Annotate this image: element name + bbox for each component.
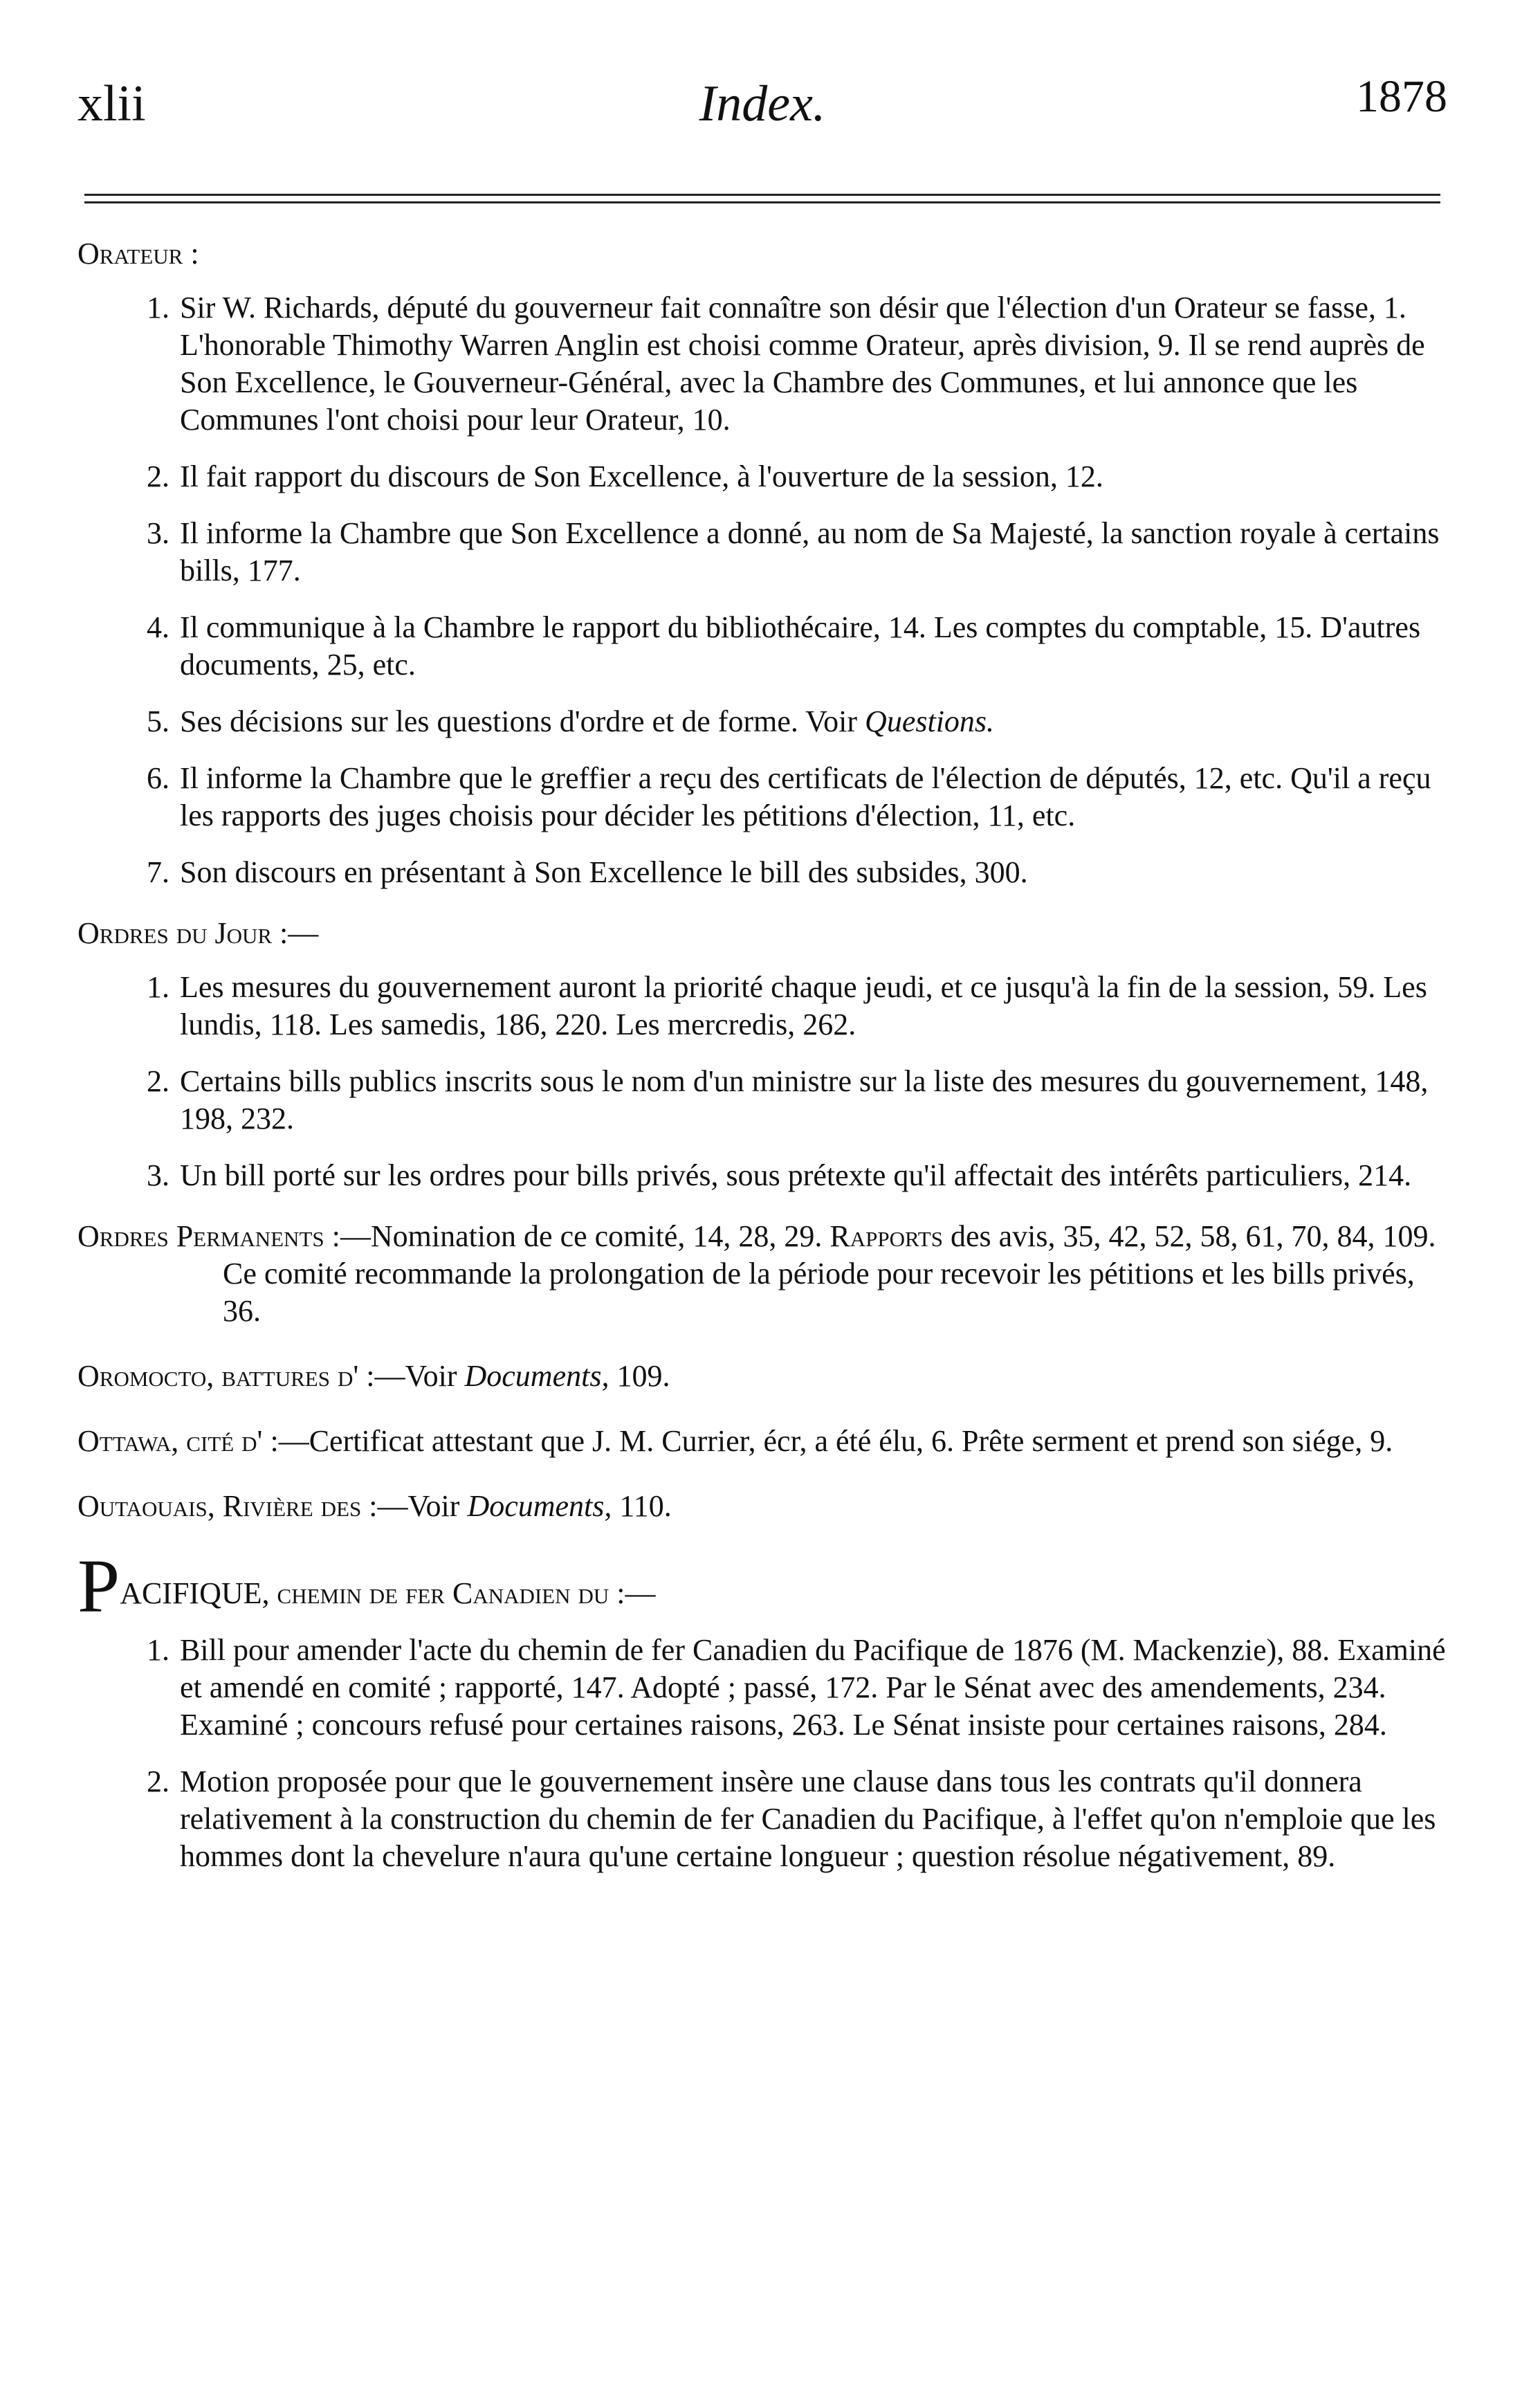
entry-oromocto: Oromocto, battures d' :—Voir Documents, 109. [77,1359,670,1393]
entry-heading: PACIFIQUE, chemin de fer Canadien du :— [77,1544,656,1628]
list-item: 3. Un bill porté sur les ordres pour bills privés, sous prétexte qu'il affectait des intérêts particuliers, 214. [147,1158,1412,1192]
list-item: 7. Son discours en présentant à Son Excellence le bill des subsides, 300. [147,855,1028,889]
list-item: 2. Il fait rapport du discours de Son Excellence, à l'ouverture de la session, 12. [147,459,1103,493]
list-item: 4. Il communique à la Chambre le rapport du bibliothécaire, 14. Les comptes du comptable, 15. D'autres documents, 25, etc. [147,610,1421,682]
entry-heading: Orateur : [77,237,199,271]
entry-ordres-permanents: Ordres Permanents :—Nomination de ce comité, 14, 28, 29. Rapports des avis, 35, 42, 52, 58, 61, 70, 84, 109. Ce comité recommande la prolongation de la période pour recevoir les pétitions et les bills privés, 36. [77,1219,1436,1328]
page-number: xlii [77,75,146,132]
cross-reference: Documents, [464,1359,609,1393]
index-body [77,235,1446,1899]
list-item: 6. Il informe la Chambre que le greffier a reçu des certificats de l'élection de députés, 12, etc. Qu'il a reçu les rapports des juges choisis pour décider les pétitions d'élection, 11, etc. [147,761,1431,832]
list-item: 1. Sir W. Richards, député du gouverneur fait connaître son désir que l'élection d'un Orateur se fasse, 1. L'honorable Thimothy Warren Anglin est choisi comme Orateur, après division, 9. Il se rend auprès de Son Excellence, le Gouverneur-Général, avec la Chambre des Communes, et lui annonce que les Communes l'ont choisi pour leur Orateur, 10. [147,291,1425,437]
entry-heading: Ottawa, cité d' : [77,1424,279,1458]
page-title: Index. [699,75,826,132]
list-item: 5. Ses décisions sur les questions d'ordre et de forme. Voir Questions. [147,704,995,738]
entry-orateur [77,235,1446,891]
drop-initial: P [77,1544,120,1628]
header-double-rule [84,194,1440,203]
entry-heading: Ordres du Jour :— [77,916,319,950]
entry-pacifique [77,1544,1446,1875]
list-item: 3. Il informe la Chambre que Son Excellence a donné, au nom de Sa Majesté, la sanction royale à certains bills, 177. [147,516,1440,587]
running-header [77,71,1447,137]
entry-heading: Outaouais, Rivière des : [77,1489,378,1523]
list-item: 2. Motion proposée pour que le gouvernement insère une clause dans tous les contrats qu'il donnera relativement à la construction du chemin de fer Canadien du Pacifique, à l'effet qu'on n'emploie que les hommes dont la chevelure n'aura qu'une certaine longueur ; question résolue négativement, 89. [147,1764,1436,1873]
entry-heading: Oromocto, battures d' : [77,1359,375,1393]
cross-reference: Documents, [467,1489,612,1523]
list-item: 1. Les mesures du gouvernement auront la priorité chaque jeudi, et ce jusqu'à la fin de la session, 59. Les lundis, 118. Les samedis, 186, 220. Les mercredis, 262. [147,970,1427,1041]
entry-outaouais: Outaouais, Rivière des :—Voir Documents, 110. [77,1489,672,1523]
list-item: 1. Bill pour amender l'acte du chemin de fer Canadien du Pacifique de 1876 (M. Mackenzie), 88. Examiné et amendé en comité ; rapporté, 147. Adopté ; passé, 172. Par le Sénat avec des amendements, 234. Examiné ; concours refusé pour certaines raisons, 263. Le Sénat insiste pour certaines raisons, 284. [147,1633,1446,1742]
entry-ordres-du-jour [77,915,1446,1194]
entry-heading: Ordres Permanents : [77,1219,340,1253]
year-label: 1878 [1356,71,1447,122]
entry-ottawa: Ottawa, cité d' :—Certificat attestant que J. M. Currier, écr, a été élu, 6. Prête serment et prend son siége, 9. [77,1424,1393,1458]
cross-reference: Questions. [865,704,995,738]
list-item: 2. Certains bills publics inscrits sous le nom d'un ministre sur la liste des mesures du gouvernement, 148, 198, 232. [147,1064,1429,1135]
